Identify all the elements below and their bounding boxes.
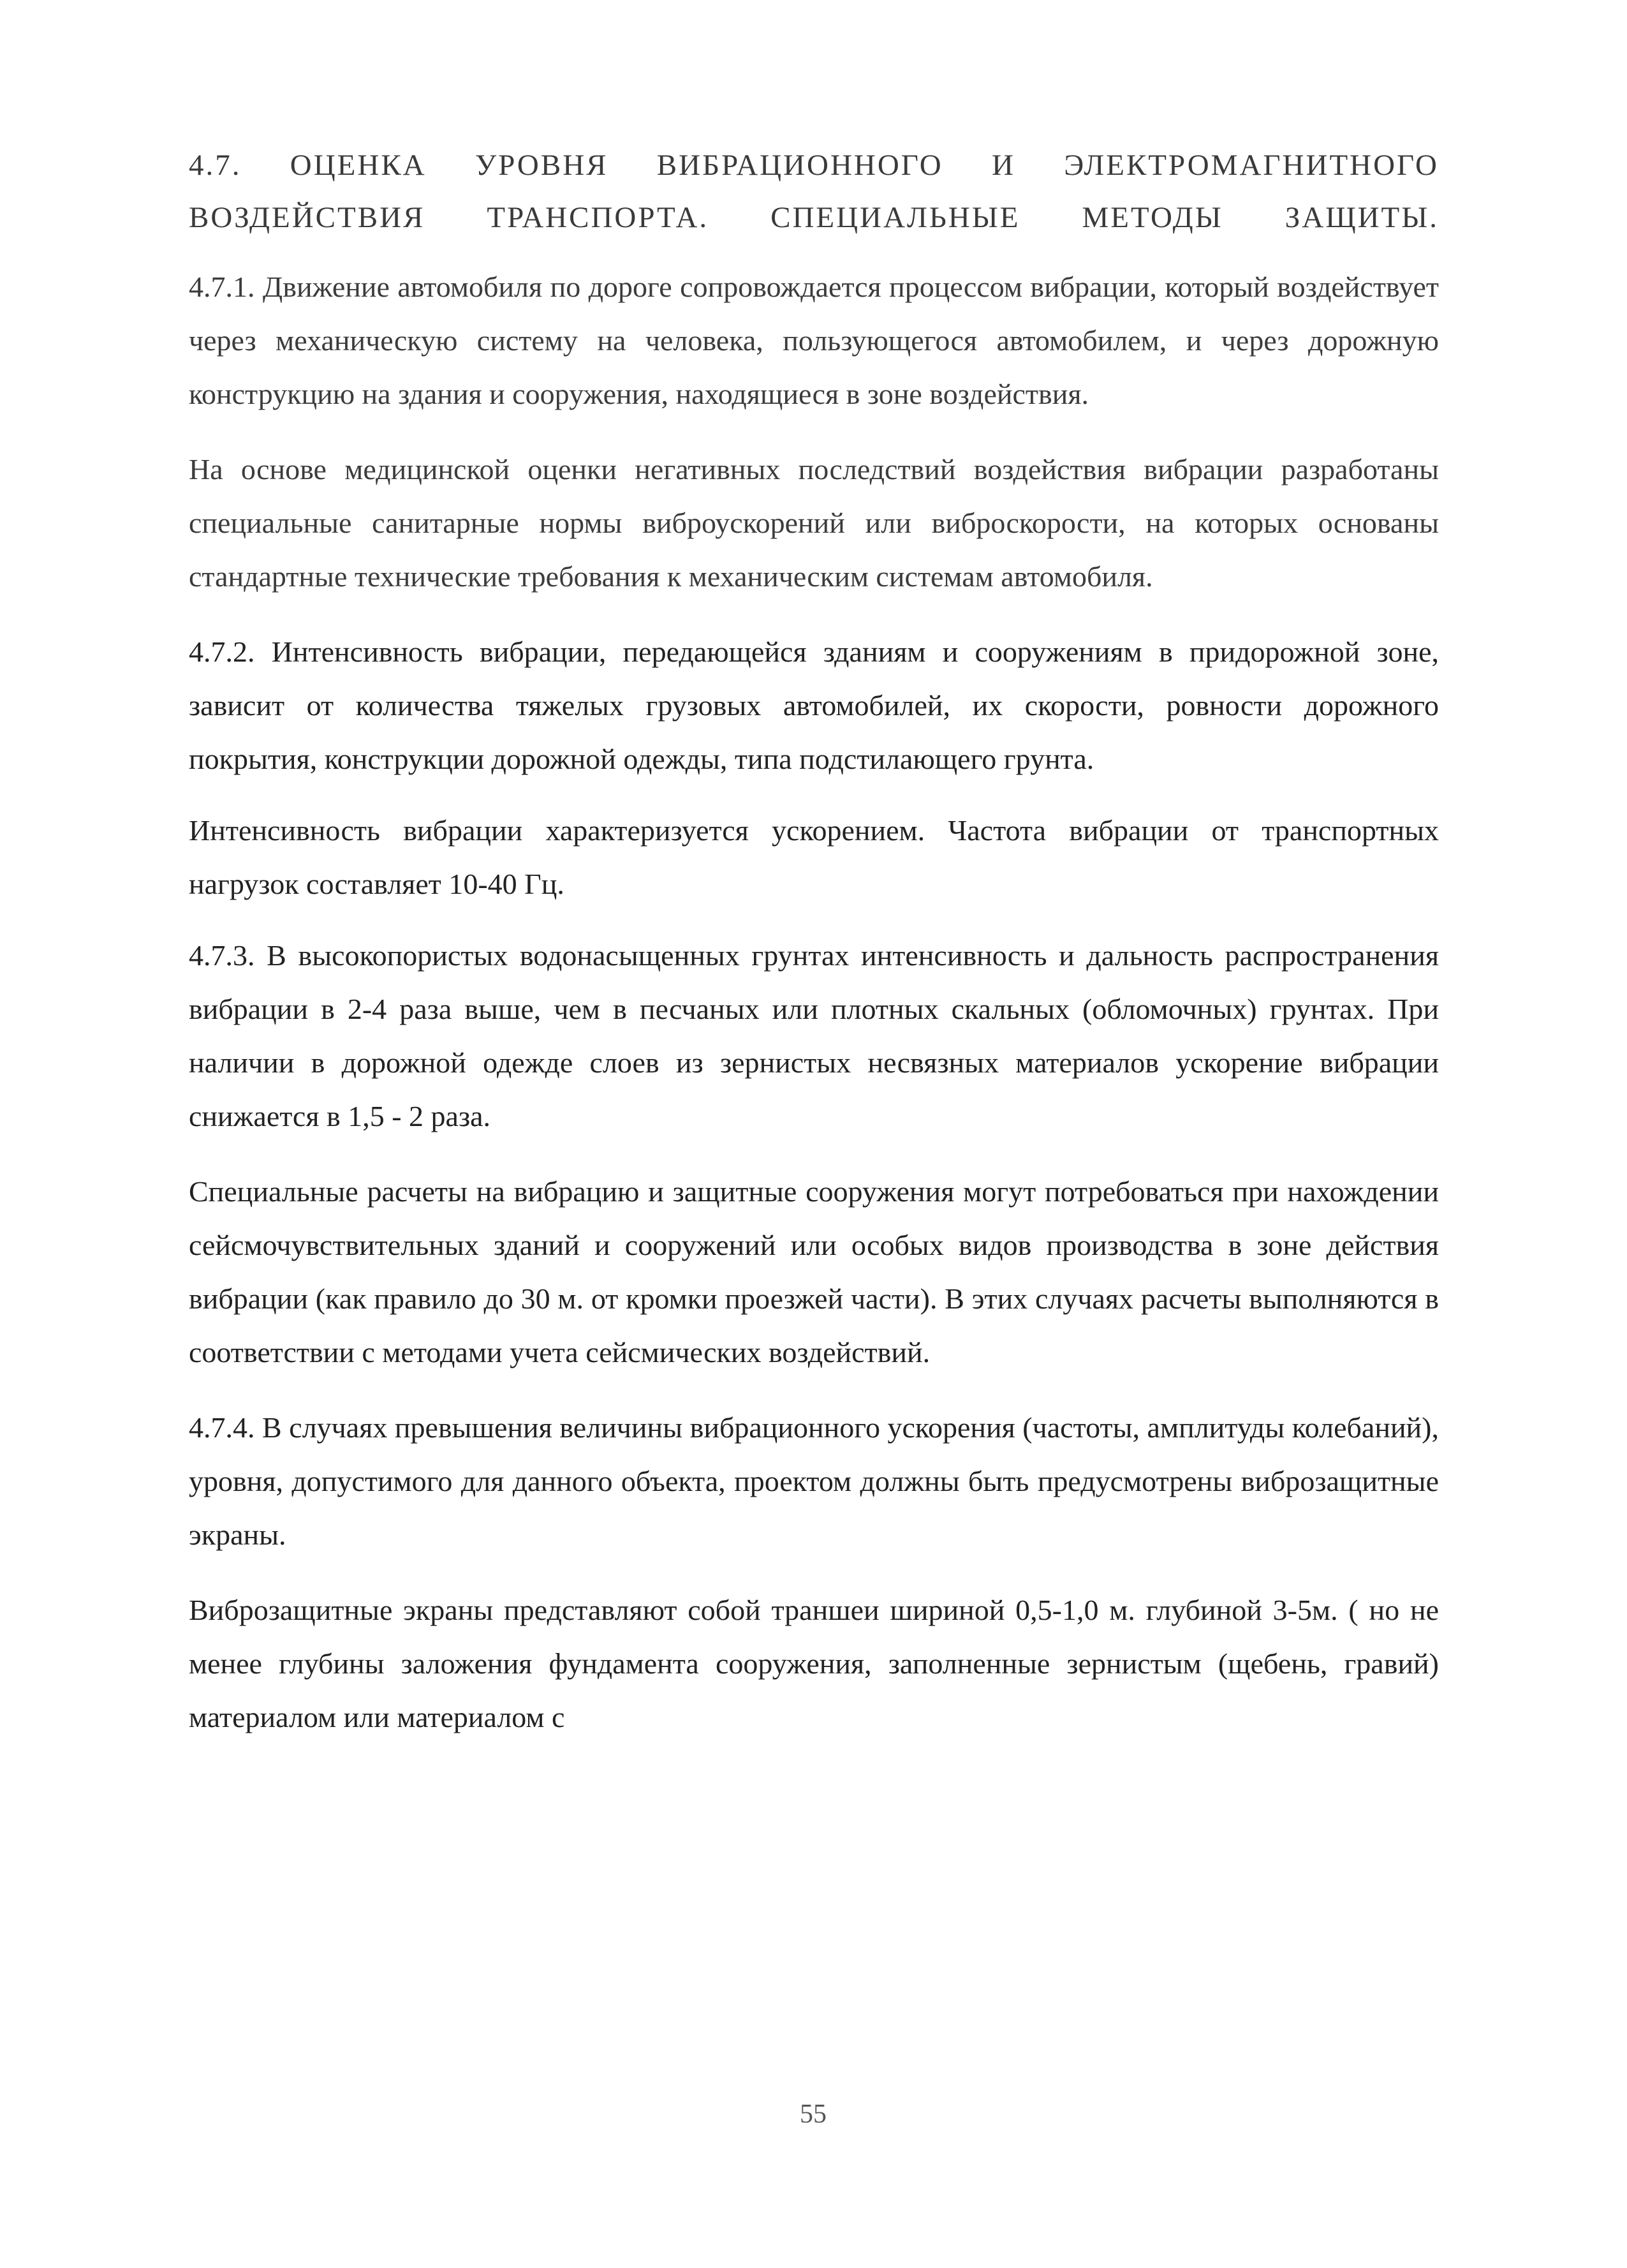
paragraph-vibration-screens: Виброзащитные экраны представляют собой траншеи шириной 0,5-1,0 м. глубиной 3-5м. ( но не менее глубины заложения фундамента сооружения, заполненные зернистым (щебень, гравий) материалом или материалом с [189,1594,1439,1733]
document-body [189,260,1439,1744]
paragraph-4-7-3: 4.7.3. В высокопористых водонасыщенных грунтах интенсивность и дальность распространения вибрации в 2-4 раза выше, чем в песчаных или плотных скальных (обломочных) грунтах. При наличии в дорожной одежде слоев из зернистых несвязных материалов ускорение вибрации снижается в 1,5 - 2 раза. [189,939,1439,1132]
section-heading: 4.7. ОЦЕНКА УРОВНЯ ВИБРАЦИОННОГО И ЭЛЕКТРОМАГНИТНОГО ВОЗДЕЙСТВИЯ ТРАНСПОРТА. СПЕЦИАЛЬНЫЕ МЕТОДЫ ЗАЩИТЫ. [189,149,1439,234]
paragraph-4-7-2: 4.7.2. Интенсивность вибрации, передающейся зданиям и сооружениям в придорожной зоне, зависит от количества тяжелых грузовых автомобилей, их скорости, ровности дорожного покрытия, конструкции дорожной одежды, типа подстилающего грунта. [189,635,1439,775]
page-number: 55 [800,2100,827,2129]
paragraph-vibration-norms: На основе медицинской оценки негативных последствий воздействия вибрации разработаны специальные санитарные нормы виброускорений или виброскорости, на которых основаны стандартные технические требования к механическим системам автомобиля. [189,453,1439,593]
paragraph-4-7-4: 4.7.4. В случаях превышения величины вибрационного ускорения (частоты, амплитуды колебаний), уровня, допустимого для данного объекта, проектом должны быть предусмотрены виброзащитные экраны. [189,1411,1439,1551]
paragraph-vibration-intensity: Интенсивность вибрации характеризуется ускорением. Частота вибрации от транспортных нагрузок составляет 10-40 Гц. [189,814,1439,900]
paragraph-special-calculations: Специальные расчеты на вибрацию и защитные сооружения могут потребоваться при нахождении сейсмочувствительных зданий и сооружений или особых видов производства в зоне действия вибрации (как правило до 30 м. от кромки проезжей части). В этих случаях расчеты выполняются в соответствии с методами учета сейсмических воздействий. [189,1175,1439,1368]
paragraph-4-7-1: 4.7.1. Движение автомобиля по дороге сопровождается процессом вибрации, который воздействует через механическую систему на человека, пользующегося автомобилем, и через дорожную конструкцию на здания и сооружения, находящиеся в зоне воздействия. [189,271,1439,410]
